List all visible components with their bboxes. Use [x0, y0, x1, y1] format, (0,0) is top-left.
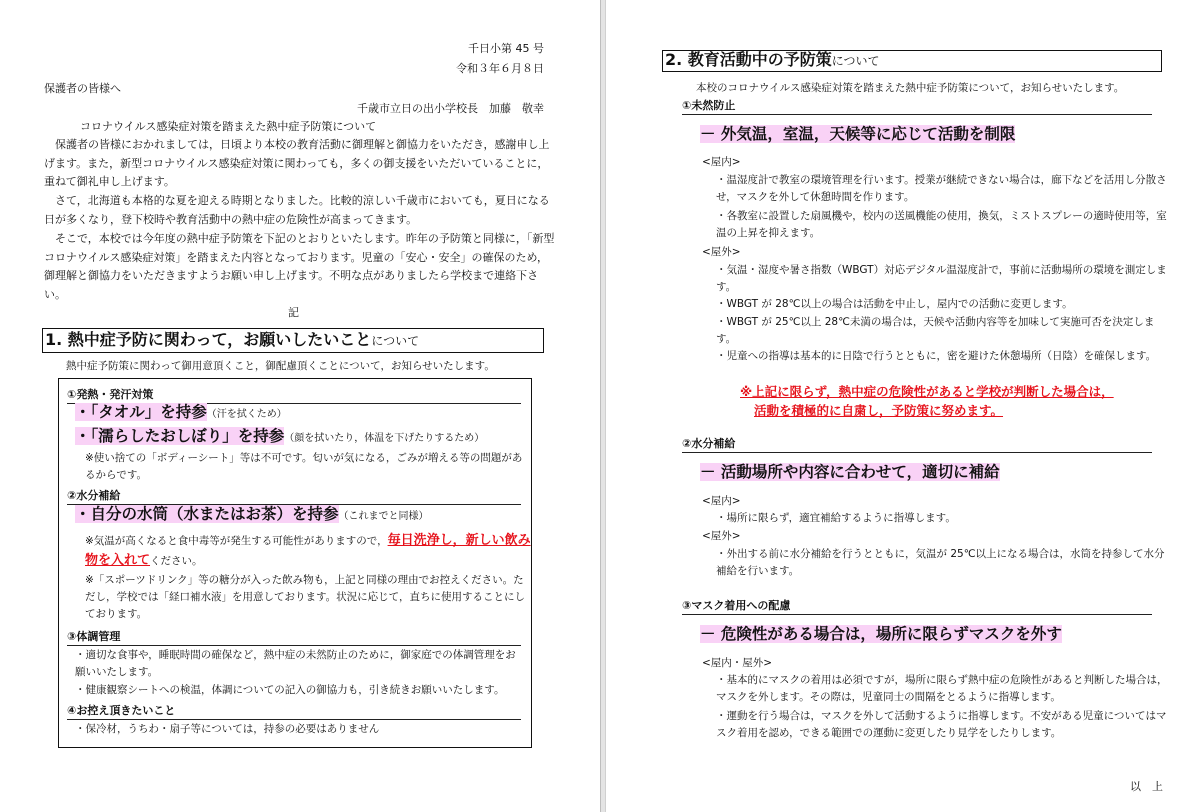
section-1-intro: 熱中症予防策に関わって御用意頂くこと，御配慮頂くことについて，お知らせいたします。	[66, 360, 495, 372]
item-water-bottle-note: （これまでと同様）	[338, 511, 429, 522]
r1-outdoor-4: ・児童への指導は基本的に日陰で行うとともに，密を避けた休憩場所（日陰）を確保します。	[716, 350, 1157, 362]
r2-indoor-label: <屋内>	[702, 495, 741, 507]
r3-item-2: ・運動を行う場合は，マスクを外して活動するように指導します。不安がある児童についてはマスク着用を認め，できる範囲での運動に変更したり見学をしたりします。	[716, 710, 1167, 739]
r2-title	[700, 460, 1000, 484]
r1-title-text: － 外気温，室温，天候等に応じて活動を制限	[700, 125, 1016, 143]
r3-item-1: ・基本的にマスクの着用は必須ですが，場所に限らず熱中症の危険性があると判断した場合は，マスクを外します。その際は，児童同士の間隔をとるように指導します。	[716, 674, 1168, 703]
note-food-poisoning	[85, 531, 531, 571]
note-food-poisoning-post: ください。	[150, 555, 203, 567]
box-heading-1: ①発熱・発汗対策	[67, 387, 521, 404]
box-heading-2: ②水分補給	[67, 488, 521, 505]
r-heading-1: ①未然防止	[682, 98, 1152, 115]
item-towel-main: ・「タオル」を持参	[75, 403, 207, 421]
paragraph-2: さて，北海道も本格的な夏を迎える時期となりました。比較的涼しい千歳市においても，夏日になる日が多くなり，登下校時や教育活動中の熱中症の危険性が高まってきます。	[44, 194, 550, 226]
section-2-intro: 本校のコロナウイルス感染症対策を踏まえた熱中症予防策について，お知らせいたします。	[696, 82, 1125, 94]
box-heading-3: ③体調管理	[67, 629, 521, 646]
recipient: 保護者の皆様へ	[44, 82, 121, 95]
refrain-item-1: ・保冷材，うちわ・扇子等については，持参の必要はありません	[75, 723, 380, 735]
item-oshibori	[75, 428, 484, 447]
r2-outdoor-1: ・外出する前に水分補給を行うとともに，気温が 25℃以上になる場合は，水筒を持参して水分補給を行います。	[716, 548, 1165, 577]
section-1-title-suffix: について	[371, 334, 420, 348]
r-heading-2: ②水分補給	[682, 436, 1152, 453]
r-heading-3: ③マスク着用への配慮	[682, 598, 1152, 615]
r1-indoor-1: ・温湿度計で教室の環境管理を行います。授業が継続できない場合は，廊下などを活用し分散させ，マスクを外して休憩時間を作ります。	[716, 174, 1167, 203]
r1-outdoor-label: <屋外>	[702, 246, 741, 258]
paragraph-3: そこで，本校では今年度の熱中症予防策を下記のとおりといたします。昨年の予防策と同様に，「新型コロナウイルス感染症対策」を踏まえた内容となっております。児童の「安心・安全」の確保のため，御理解と御協力をいただきますようお願い申し上げます。不明な点がありましたら学校まで連絡下さい。	[44, 232, 555, 301]
box-heading-4: ④お控え頂きたいこと	[67, 703, 521, 720]
section-1-title-text: 1. 熱中症予防に関わって，お願いしたいこと	[45, 330, 372, 349]
right-page	[606, 0, 1200, 812]
r2-indoor-1: ・場所に限らず，適宜補給するように指導します。	[716, 512, 956, 524]
section-2-title-suffix: について	[831, 54, 880, 68]
item-water-bottle	[75, 506, 429, 525]
r1-warning-line-1: ※上記に限らず，熱中症の危険性があると学校が判断した場合は，	[740, 384, 1114, 399]
letter-subject: コロナウイルス感染症対策を踏まえた熱中症予防策について	[80, 120, 377, 133]
r1-indoor-label: <屋内>	[702, 156, 741, 168]
paragraph-1: 保護者の皆様におかれましては，日頃より本校の教育活動に御理解と御協力をいただき，感謝申し上げます。また，新型コロナウイルス感染症対策に関わっても，多くの御支援をいただいていることに，重ねて御礼申し上げます。	[44, 138, 550, 188]
r3-title-text: － 危険性がある場合は，場所に限らずマスクを外す	[700, 625, 1062, 643]
section-2-title	[662, 50, 1162, 72]
health-item-1: ・適切な食事や，睡眠時間の確保など，熱中症の未然防止のために，御家庭での体調管理をお願いいたします。	[75, 649, 516, 678]
health-item-2: ・健康観察シートへの検温，体調についての記入の御協力も，引き続きお願いいたします。	[75, 684, 505, 696]
note-body-sheet: ※使い捨ての「ボディーシート」等は不可です。匂いが気になる，ごみが増える等の問題があるからです。	[85, 452, 523, 481]
item-water-bottle-main: ・自分の水筒（水またはお茶）を持参	[75, 505, 339, 523]
item-oshibori-note: （顔を拭いたり，体温を下げたりするため）	[284, 433, 485, 444]
item-oshibori-main: ・「濡らしたおしぼり」を持参	[75, 427, 285, 445]
document-date: 令和３年６月８日	[456, 62, 544, 75]
r1-warning	[740, 382, 1114, 420]
r1-indoor-2: ・各教室に設置した扇風機や，校内の送風機能の使用，換気，ミストスプレーの適時使用等，室温の上昇を抑えます。	[716, 210, 1167, 239]
section-1-title	[42, 328, 544, 353]
item-towel-note: （汗を拭くため）	[206, 409, 287, 420]
r1-title	[700, 122, 1015, 146]
r2-outdoor-label: <屋外>	[702, 530, 741, 542]
closing-mark: 以 上	[1130, 780, 1163, 793]
ki-mark: 記	[288, 306, 299, 319]
note-food-poisoning-red: 毎日洗浄し，新しい飲み物を入れて	[85, 533, 531, 568]
r1-warning-line-2: 活動を積極的に自粛し，予防策に努めます。	[754, 403, 1004, 418]
section-2-title-text: 2. 教育活動中の予防策	[665, 50, 832, 69]
note-food-poisoning-pre: ※気温が高くなると食中毒等が発生する可能性がありますので，	[85, 535, 388, 547]
r2-title-text: － 活動場所や内容に合わせて，適切に補給	[700, 463, 1000, 481]
r1-outdoor-3: ・WBGT が 25℃以上 28℃未満の場合は，天候や活動内容等を加味して実施可否を決定します。	[716, 316, 1155, 345]
document-number: 千日小第 45 号	[468, 42, 544, 55]
r1-outdoor-2: ・WBGT が 28℃以上の場合は活動を中止し，屋内での活動に変更します。	[716, 298, 1073, 310]
sender: 千歳市立日の出小学校長 加藤 敬幸	[357, 102, 544, 115]
request-box	[58, 378, 532, 748]
r3-label: <屋内・屋外>	[702, 657, 773, 669]
item-towel	[75, 404, 287, 423]
r1-outdoor-1: ・気温・湿度や暑さ指数（WBGT）対応デジタル温湿度計で，事前に活動場所の環境を測定します。	[716, 264, 1167, 293]
note-sports-drink: ※「スポーツドリンク」等の糖分が入った飲み物も，上記と同様の理由でお控えください。ただし，学校では「経口補水液」を用意しております。状況に応じて，直ちに使用することにしております。	[85, 574, 525, 620]
r3-title	[700, 622, 1062, 646]
